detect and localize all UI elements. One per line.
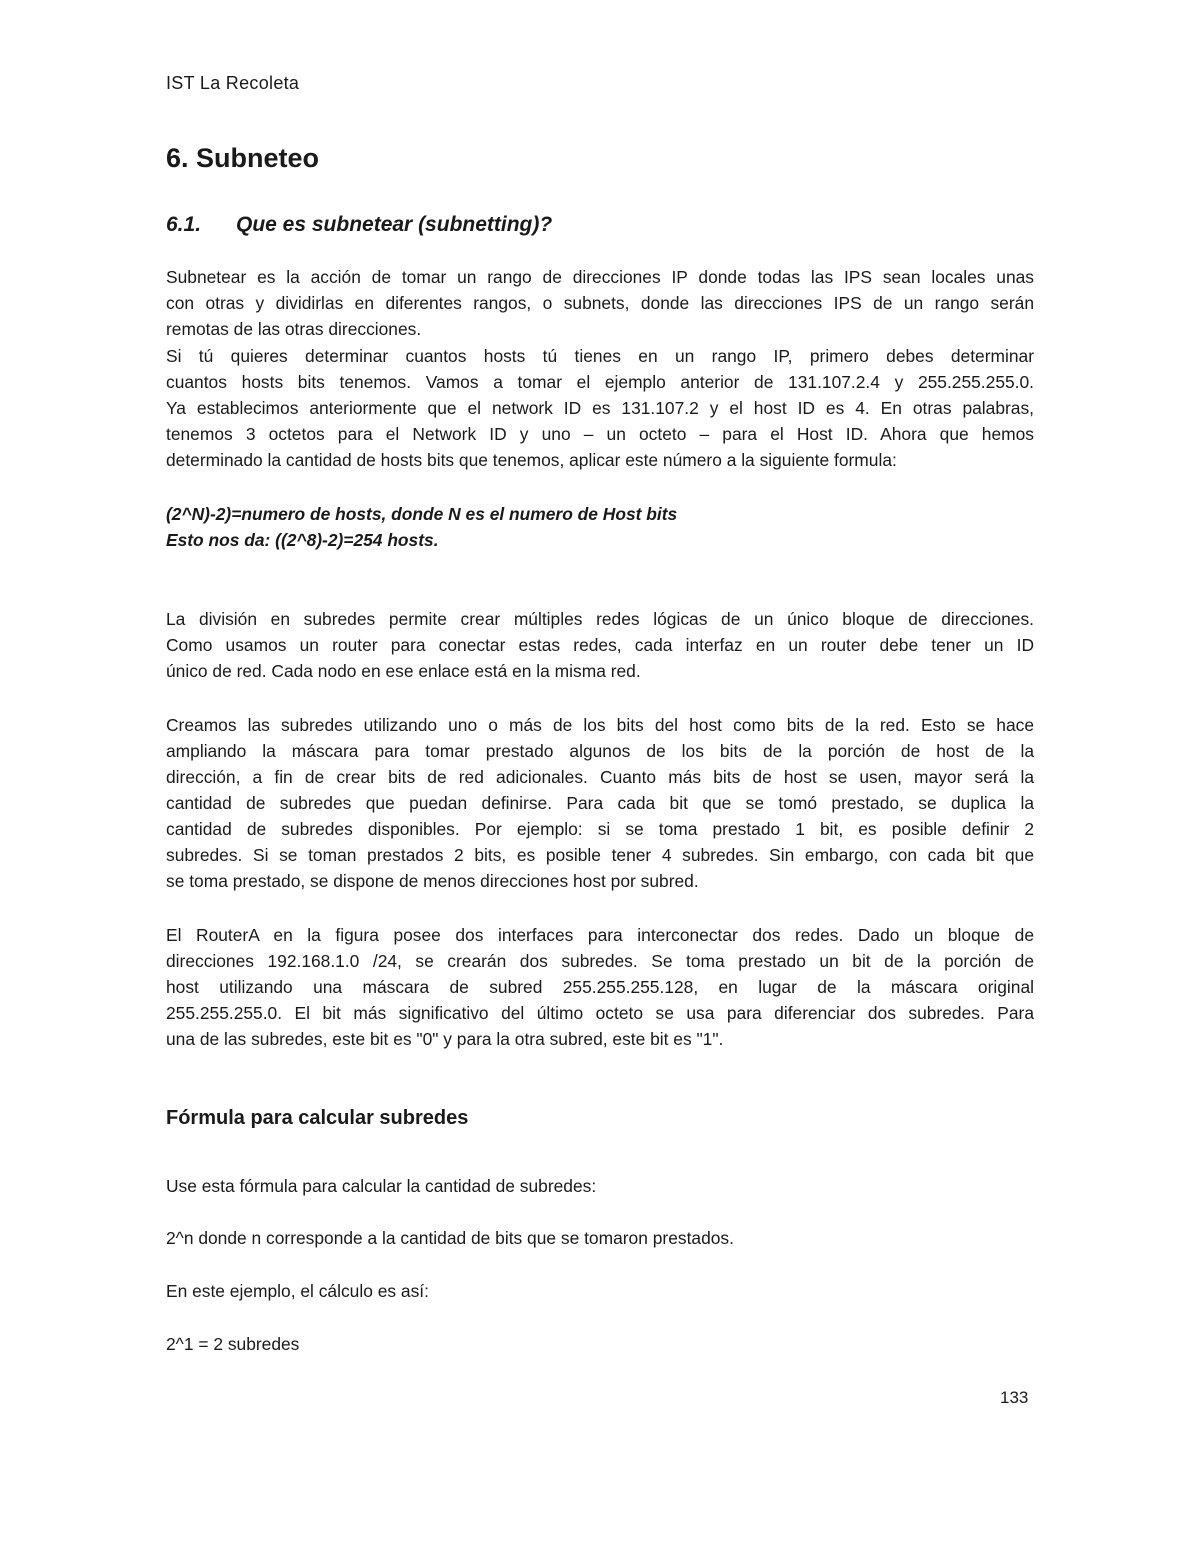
section-number: 6. bbox=[166, 143, 189, 173]
text-line: con otras y dividirlas en diferentes rangos, o subnets, donde las direcciones IPS de un rango serán bbox=[166, 293, 1034, 313]
text-line: Ya establecimos anteriormente que el network ID es 131.107.2 y el host ID es 4. En otras palabras, bbox=[166, 398, 1034, 418]
text-line: remotas de las otras direcciones. bbox=[166, 319, 422, 339]
running-header: IST La Recoleta bbox=[166, 73, 300, 93]
formula-heading: Fórmula para calcular subredes bbox=[166, 1107, 469, 1129]
example-intro-line: En este ejemplo, el cálculo es así: bbox=[166, 1281, 429, 1301]
text-line: direcciones 192.168.1.0 /24, se crearán dos subredes. Se toma prestado un bit de la porción de bbox=[166, 951, 1034, 971]
formula-line: (2^N)-2)=numero de hosts, donde N es el numero de Host bits bbox=[166, 504, 678, 524]
text-line: dirección, a fin de crear bits de red adicionales. Cuanto más bits de host se usen, mayor será la bbox=[166, 767, 1034, 787]
text-line: host utilizando una máscara de subred 255.255.255.128, en lugar de la máscara original bbox=[166, 977, 1034, 997]
subsection-heading bbox=[166, 213, 552, 237]
example-result-line: 2^1 = 2 subredes bbox=[166, 1334, 300, 1354]
text-line: Si tú quieres determinar cuantos hosts tú tienes en un rango IP, primero debes determinar bbox=[166, 346, 1034, 366]
text-line: subredes. Si se toman prestados 2 bits, es posible tener 4 subredes. Sin embargo, con cada bit que bbox=[166, 845, 1034, 865]
text-line: una de las subredes, este bit es "0" y para la otra subred, este bit es "1". bbox=[166, 1029, 724, 1049]
formula-intro-line: Use esta fórmula para calcular la cantidad de subredes: bbox=[166, 1176, 597, 1196]
text-line: único de red. Cada nodo en ese enlace está en la misma red. bbox=[166, 661, 641, 681]
paragraph-definition bbox=[166, 264, 1034, 342]
text-line: Como usamos un router para conectar estas redes, cada interfaz en un router debe tener un ID bbox=[166, 635, 1034, 655]
section-heading bbox=[166, 143, 319, 174]
paragraph-creating-subnets bbox=[166, 712, 1034, 894]
text-line: cantidad de subredes que puedan definirse. Para cada bit que se tomó prestado, se duplica la bbox=[166, 793, 1034, 813]
text-line: tenemos 3 octetos para el Network ID y uno – un octeto – para el Host ID. Ahora que hemos bbox=[166, 424, 1034, 444]
text-line: cuantos hosts bits tenemos. Vamos a tomar el ejemplo anterior de 131.107.2.4 y 255.255.255.0. bbox=[166, 372, 1034, 392]
text-line: 255.255.255.0. El bit más significativo del último octeto se usa para diferenciar dos subredes. Para bbox=[166, 1003, 1034, 1023]
paragraph-router-example bbox=[166, 922, 1034, 1052]
subsection-title: Que es subnetear (subnetting)? bbox=[236, 213, 553, 236]
paragraph-hosts bbox=[166, 343, 1034, 473]
text-line: determinado la cantidad de hosts bits que tenemos, aplicar este número a la siguiente formula: bbox=[166, 450, 897, 470]
page-number: 133 bbox=[1000, 1388, 1029, 1407]
text-line: se toma prestado, se dispone de menos direcciones host por subred. bbox=[166, 871, 699, 891]
text-line: ampliando la máscara para tomar prestado algunos de los bits de la porción de host de la bbox=[166, 741, 1034, 761]
text-line: Creamos las subredes utilizando uno o más de los bits del host como bits de la red. Esto se hace bbox=[166, 715, 1034, 735]
formula-block bbox=[166, 501, 677, 553]
text-line: Subnetear es la acción de tomar un rango de direcciones IP donde todas las IPS sean locales unas bbox=[166, 267, 1034, 287]
text-line: La división en subredes permite crear múltiples redes lógicas de un único bloque de direcciones. bbox=[166, 609, 1034, 629]
section-title: Subneteo bbox=[196, 143, 320, 173]
formula-definition-line: 2^n donde n corresponde a la cantidad de bits que se tomaron prestados. bbox=[166, 1228, 734, 1248]
text-line: cantidad de subredes disponibles. Por ejemplo: si se toma prestado 1 bit, es posible definir 2 bbox=[166, 819, 1034, 839]
formula-line: Esto nos da: ((2^8)-2)=254 hosts. bbox=[166, 530, 439, 550]
subsection-number: 6.1. bbox=[166, 213, 202, 236]
paragraph-subnet-division bbox=[166, 606, 1034, 684]
text-line: El RouterA en la figura posee dos interfaces para interconectar dos redes. Dado un bloque de bbox=[166, 925, 1034, 945]
